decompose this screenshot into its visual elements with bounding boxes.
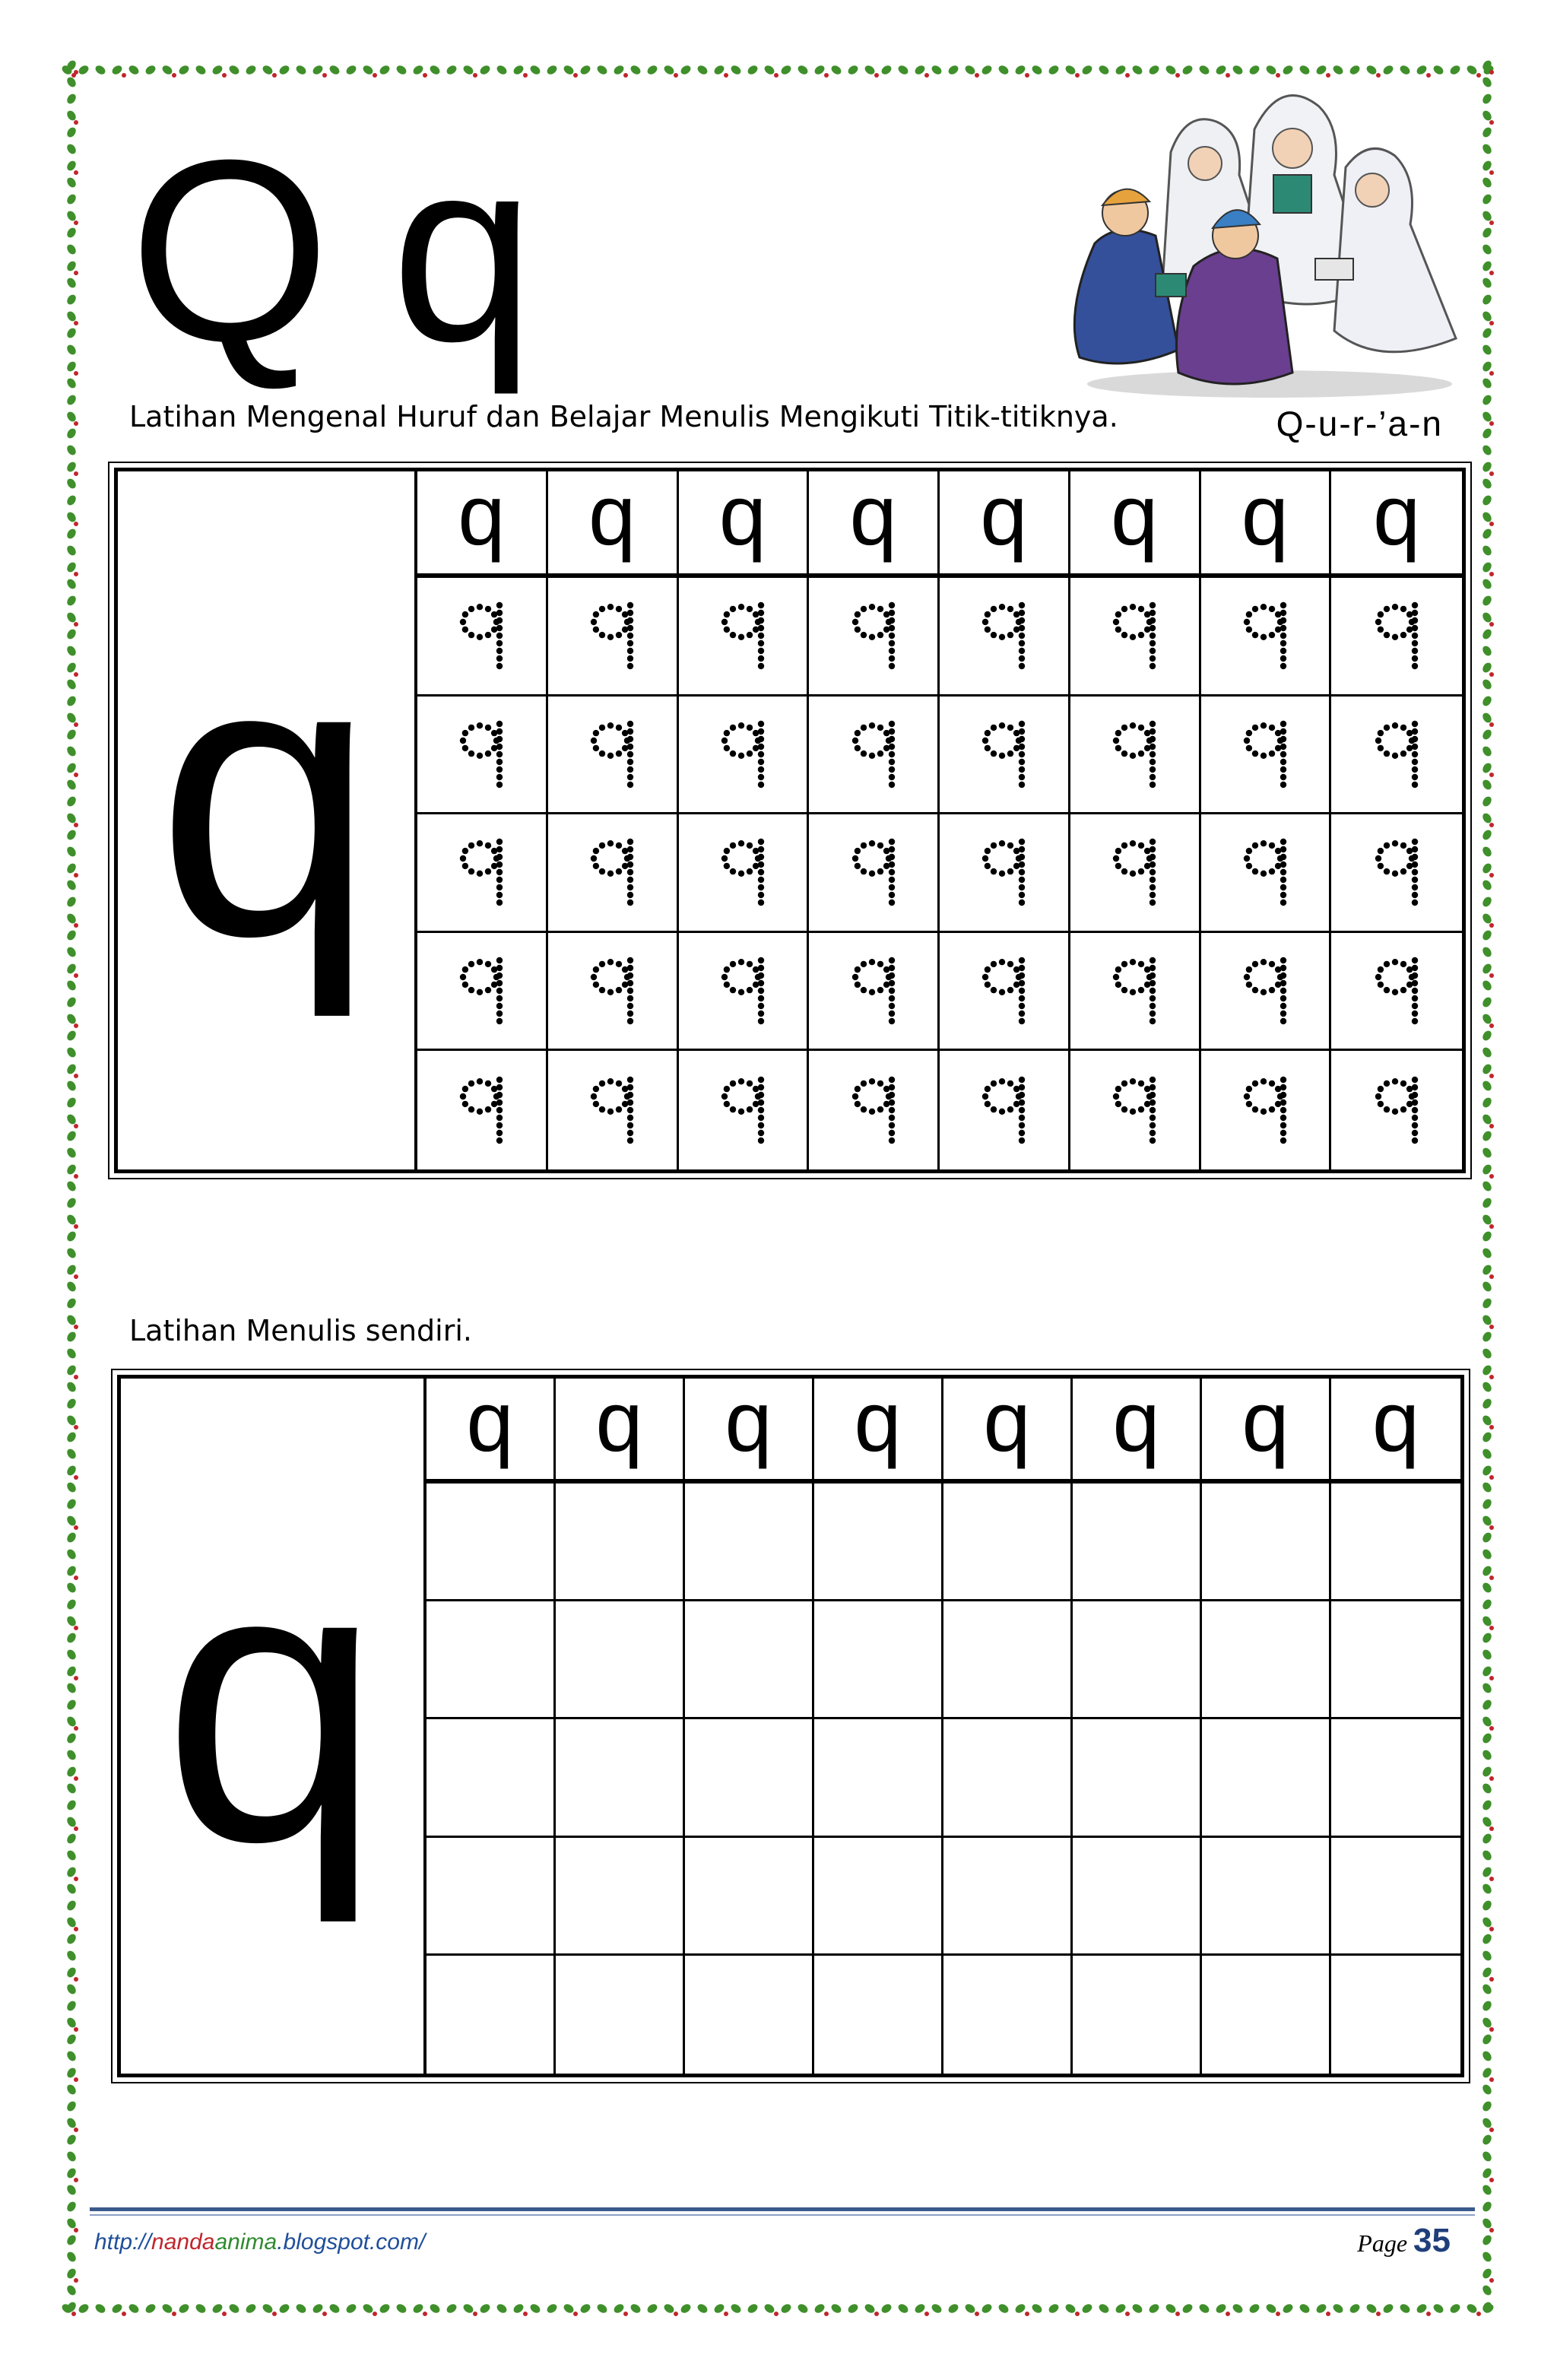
dotted-letter-q <box>1107 836 1162 909</box>
header-letter: q <box>718 468 767 563</box>
tracing-cell <box>940 697 1070 815</box>
word-label: Q-u-r-’a-n <box>1276 404 1443 443</box>
dotted-letter-q <box>715 836 770 909</box>
tracing-cell <box>809 814 940 933</box>
tracing-cell <box>1070 697 1201 815</box>
dotted-letter-q <box>1238 836 1292 909</box>
dotted-letter-q <box>1107 954 1162 1027</box>
header-letter-cell <box>1331 1374 1460 1484</box>
header-letter: q <box>595 1374 643 1469</box>
tracing-cell <box>1331 814 1462 933</box>
instruction-free-writing: Latihan Menulis sendiri. <box>129 1314 472 1347</box>
writing-cell[interactable] <box>1331 1484 1460 1601</box>
tracing-grid <box>417 468 1462 1169</box>
header-letter: q <box>980 468 1028 563</box>
dotted-letter-q <box>585 718 639 791</box>
tracing-cell <box>809 578 940 697</box>
dotted-letter-q <box>846 599 901 672</box>
dotted-letter-q <box>585 1074 639 1147</box>
writing-cell[interactable] <box>556 1956 685 2074</box>
header-letter: q <box>854 1374 902 1469</box>
tracing-cell <box>548 578 679 697</box>
dotted-letter-q <box>1369 1074 1424 1147</box>
header-letter: q <box>1241 468 1289 563</box>
tracing-cell <box>417 933 548 1052</box>
dotted-letter-q <box>585 599 639 672</box>
tracing-cell <box>1331 933 1462 1052</box>
header-letter: q <box>1372 468 1421 563</box>
dotted-letter-q <box>976 718 1031 791</box>
vine-border-left <box>61 59 82 2319</box>
writing-cell[interactable] <box>1331 1601 1460 1719</box>
dotted-letter-q <box>1369 599 1424 672</box>
writing-cell[interactable] <box>427 1838 556 1956</box>
writing-cell[interactable] <box>814 1719 943 1837</box>
writing-cell[interactable] <box>1073 1719 1202 1837</box>
header-letter-cell <box>1070 468 1201 578</box>
dotted-letter-q <box>454 718 509 791</box>
dotted-letter-q <box>454 599 509 672</box>
writing-cell[interactable] <box>1331 1838 1460 1956</box>
model-letter-box <box>118 471 417 1169</box>
dotted-letter-q <box>976 1074 1031 1147</box>
tracing-cell <box>809 1051 940 1169</box>
tracing-cell <box>1331 578 1462 697</box>
letter-heading <box>129 106 596 395</box>
dotted-letter-q <box>976 836 1031 909</box>
dotted-letter-q <box>1369 718 1424 791</box>
dotted-letter-q <box>1238 1074 1292 1147</box>
tracing-cell <box>1201 578 1332 697</box>
footer-rule-thin <box>90 2214 1475 2216</box>
header-letter-cell <box>814 1374 943 1484</box>
tracing-cell <box>809 697 940 815</box>
header-letter-cell <box>417 468 548 578</box>
writing-cell[interactable] <box>943 1601 1073 1719</box>
tracing-cell <box>1331 1051 1462 1169</box>
url-part-green: anima <box>214 2229 277 2255</box>
writing-cell[interactable] <box>427 1956 556 2074</box>
header-letter-cell <box>679 468 810 578</box>
header-letter: q <box>1371 1374 1420 1469</box>
children-reading-illustration <box>1064 84 1460 403</box>
header-letter: q <box>1112 1374 1160 1469</box>
writing-cell[interactable] <box>943 1484 1073 1601</box>
header-letter-cell <box>940 468 1070 578</box>
uppercase-letter: Q <box>129 106 346 395</box>
writing-cell[interactable] <box>1331 1719 1460 1837</box>
dotted-letter-q <box>715 954 770 1027</box>
header-letter: q <box>725 1374 772 1469</box>
writing-cell[interactable] <box>1202 1956 1331 2074</box>
tracing-cell <box>1201 814 1332 933</box>
writing-cell[interactable] <box>1331 1956 1460 2074</box>
dotted-letter-q <box>454 836 509 909</box>
tracing-cell <box>417 578 548 697</box>
tracing-cell <box>1201 1051 1332 1169</box>
tracing-cell <box>679 578 810 697</box>
vine-border-bottom <box>61 2298 1498 2319</box>
tracing-cell <box>940 814 1070 933</box>
dotted-letter-q <box>1107 599 1162 672</box>
header-letter-cell <box>427 1374 556 1484</box>
writing-cell[interactable] <box>814 1601 943 1719</box>
writing-cell[interactable] <box>1073 1838 1202 1956</box>
tracing-cell <box>679 933 810 1052</box>
writing-cell[interactable] <box>814 1838 943 1956</box>
dotted-letter-q <box>715 1074 770 1147</box>
tracing-cell <box>809 933 940 1052</box>
tracing-cell <box>417 814 548 933</box>
header-letter-cell <box>943 1374 1073 1484</box>
dotted-letter-q <box>846 836 901 909</box>
tracing-cell <box>679 697 810 815</box>
header-letter-cell <box>1073 1374 1202 1484</box>
header-letter-cell <box>556 1374 685 1484</box>
vine-border-right <box>1476 59 1498 2319</box>
instruction-tracing: Latihan Mengenal Huruf dan Belajar Menulis Mengikuti Titik-titiknya. <box>129 400 1118 433</box>
writing-cell[interactable] <box>943 1956 1073 2074</box>
writing-cell[interactable] <box>1202 1484 1331 1601</box>
writing-cell[interactable] <box>814 1956 943 2074</box>
writing-cell[interactable] <box>427 1601 556 1719</box>
tracing-cell <box>1201 933 1332 1052</box>
writing-cell[interactable] <box>685 1601 814 1719</box>
writing-cell[interactable] <box>1073 1956 1202 2074</box>
writing-cell[interactable] <box>1202 1719 1331 1837</box>
tracing-cell <box>1201 697 1332 815</box>
header-letter-cell <box>1202 1374 1331 1484</box>
tracing-cell <box>548 697 679 815</box>
header-letter: q <box>466 1374 514 1469</box>
dotted-letter-q <box>1369 836 1424 909</box>
lowercase-letter: q <box>391 106 550 395</box>
dotted-letter-q <box>846 1074 901 1147</box>
tracing-cell <box>548 814 679 933</box>
tracing-cell <box>1331 697 1462 815</box>
writing-cell[interactable] <box>1202 1601 1331 1719</box>
writing-cell[interactable] <box>1202 1838 1331 1956</box>
model-letter: q <box>156 576 376 1018</box>
tracing-sheet <box>114 468 1466 1173</box>
writing-cell[interactable] <box>1073 1484 1202 1601</box>
dotted-letter-q <box>1107 1074 1162 1147</box>
header-letter: q <box>1110 468 1159 563</box>
tracing-cell <box>1070 933 1201 1052</box>
dotted-letter-q <box>585 836 639 909</box>
vine-border-top <box>61 59 1498 81</box>
header-letter-cell <box>1331 468 1462 578</box>
tracing-cell <box>1070 814 1201 933</box>
url-prefix: http:// <box>94 2229 152 2255</box>
page-number <box>1357 2222 1451 2260</box>
dotted-letter-q <box>1238 599 1292 672</box>
footer-rule <box>90 2207 1475 2211</box>
tracing-cell <box>548 933 679 1052</box>
writing-cell[interactable] <box>685 1838 814 1956</box>
url-part-red: nanda <box>151 2229 215 2255</box>
page-label: Page <box>1357 2229 1408 2257</box>
header-letter-cell <box>548 468 679 578</box>
dotted-letter-q <box>846 954 901 1027</box>
tracing-cell <box>679 1051 810 1169</box>
writing-cell[interactable] <box>1073 1601 1202 1719</box>
tracing-cell <box>1070 1051 1201 1169</box>
tracing-cell <box>417 1051 548 1169</box>
tracing-cell <box>417 697 548 815</box>
writing-cell[interactable] <box>556 1838 685 1956</box>
dotted-letter-q <box>454 954 509 1027</box>
writing-cell[interactable] <box>943 1719 1073 1837</box>
dotted-letter-q <box>585 954 639 1027</box>
writing-grid <box>427 1374 1460 2074</box>
header-letter: q <box>458 468 506 563</box>
dotted-letter-q <box>1238 718 1292 791</box>
header-letter: q <box>983 1374 1031 1469</box>
header-letter-cell <box>1201 468 1332 578</box>
dotted-letter-q <box>715 718 770 791</box>
header-letter-cell <box>685 1374 814 1484</box>
writing-cell[interactable] <box>685 1484 814 1601</box>
tracing-cell <box>679 814 810 933</box>
tracing-cell <box>548 1051 679 1169</box>
writing-cell[interactable] <box>556 1484 685 1601</box>
url-suffix: .blogspot.com/ <box>277 2229 426 2255</box>
writing-cell[interactable] <box>556 1719 685 1837</box>
dotted-letter-q <box>1238 954 1292 1027</box>
dotted-letter-q <box>976 599 1031 672</box>
dotted-letter-q <box>976 954 1031 1027</box>
writing-cell[interactable] <box>943 1838 1073 1956</box>
dotted-letter-q <box>846 718 901 791</box>
dotted-letter-q <box>454 1074 509 1147</box>
header-letter: q <box>849 468 897 563</box>
tracing-cell <box>940 1051 1070 1169</box>
model-letter: q <box>162 1482 382 1924</box>
header-letter-cell <box>809 468 940 578</box>
dotted-letter-q <box>1107 718 1162 791</box>
tracing-cell <box>940 933 1070 1052</box>
writing-cell[interactable] <box>427 1719 556 1837</box>
writing-cell[interactable] <box>814 1484 943 1601</box>
header-letter: q <box>1241 1374 1289 1469</box>
dotted-letter-q <box>1369 954 1424 1027</box>
writing-sheet <box>117 1375 1464 2077</box>
writing-cell[interactable] <box>685 1719 814 1837</box>
tracing-cell <box>940 578 1070 697</box>
writing-cell[interactable] <box>427 1484 556 1601</box>
footer-url-link[interactable] <box>94 2229 425 2255</box>
page-number-value: 35 <box>1413 2222 1451 2259</box>
writing-cell[interactable] <box>556 1601 685 1719</box>
header-letter: q <box>588 468 636 563</box>
model-letter-box <box>121 1379 427 2074</box>
tracing-cell <box>1070 578 1201 697</box>
dotted-letter-q <box>715 599 770 672</box>
writing-cell[interactable] <box>685 1956 814 2074</box>
